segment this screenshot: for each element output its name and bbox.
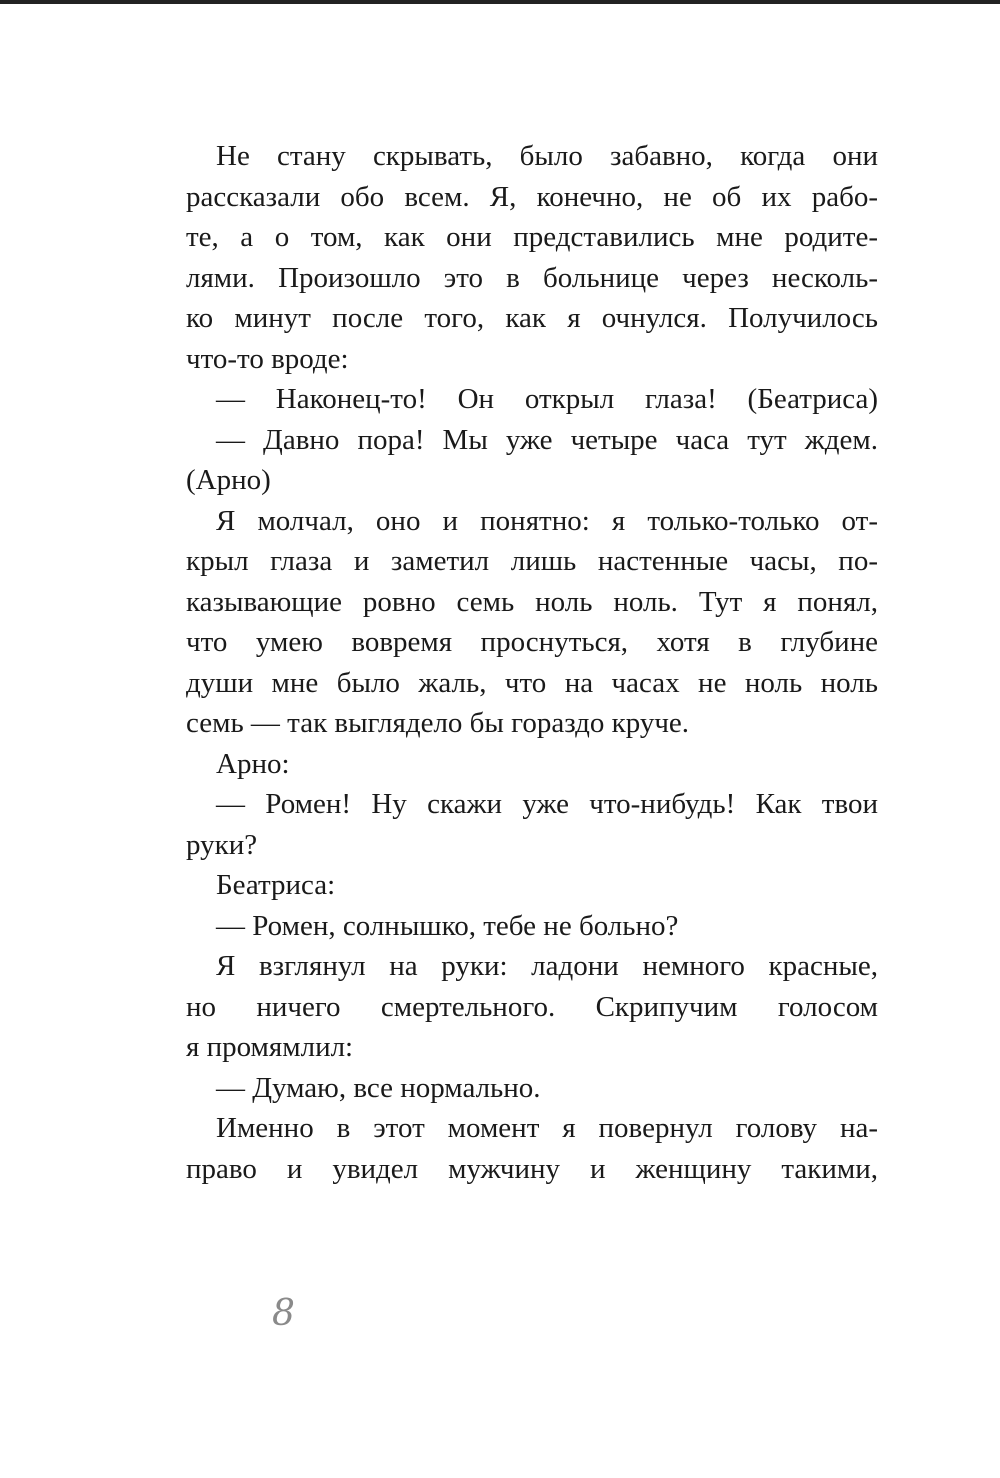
text-line: Я молчал, оно и понятно: я только-только от- xyxy=(216,504,878,537)
text-line: но ничего смертельного. Скрипучим голосом xyxy=(186,990,878,1023)
text-line: Не стану скрывать, было забавно, когда они xyxy=(216,140,878,172)
page-number: 8 xyxy=(272,1293,295,1334)
text-line: (Арно) xyxy=(186,464,271,496)
text-line: что умею вовремя проснуться, хотя в глубине xyxy=(186,626,878,658)
text-line: что-то вроде: xyxy=(186,342,349,375)
speaker-label: Арно: xyxy=(216,747,290,780)
text-line: ко минут после того, как я очнулся. Получилось xyxy=(186,302,878,334)
text-line: семь — так выглядело бы гораздо круче. xyxy=(186,707,690,739)
text-line: рассказали обо всем. Я, конечно, не об их рабо- xyxy=(186,180,878,213)
dialogue-line: — Ромен, солнышко, тебе не больно? xyxy=(216,909,679,942)
dialogue-line: — Наконец-то! Он открыл глаза! (Беатриса) xyxy=(216,383,878,415)
text-line: крыл глаза и заметил лишь настенные часы, по- xyxy=(186,545,878,577)
text-line: лями. Произошло это в больнице через несколь- xyxy=(186,261,878,294)
text-line: души мне было жаль, что на часах не ноль ноль xyxy=(186,666,878,699)
speaker-label: Беатриса: xyxy=(216,869,336,901)
text-line: право и увидел мужчину и женщину такими, xyxy=(186,1152,878,1185)
dialogue-line: — Давно пора! Мы уже четыре часа тут ждем. xyxy=(216,423,878,456)
text-line: те, а о том, как они представились мне родите- xyxy=(186,221,878,253)
dialogue-line: — Думаю, все нормально. xyxy=(216,1071,541,1104)
text-line: казывающие ровно семь ноль ноль. Тут я понял, xyxy=(186,585,878,618)
dialogue-line: — Ромен! Ну скажи уже что-нибудь! Как твои xyxy=(216,788,878,820)
text-line: Именно в этот момент я повернул голову на- xyxy=(216,1112,878,1144)
text-line: я промямлил: xyxy=(186,1031,354,1063)
text-line: Я взглянул на руки: ладони немного красные, xyxy=(216,950,878,982)
text-line: руки? xyxy=(186,828,258,861)
